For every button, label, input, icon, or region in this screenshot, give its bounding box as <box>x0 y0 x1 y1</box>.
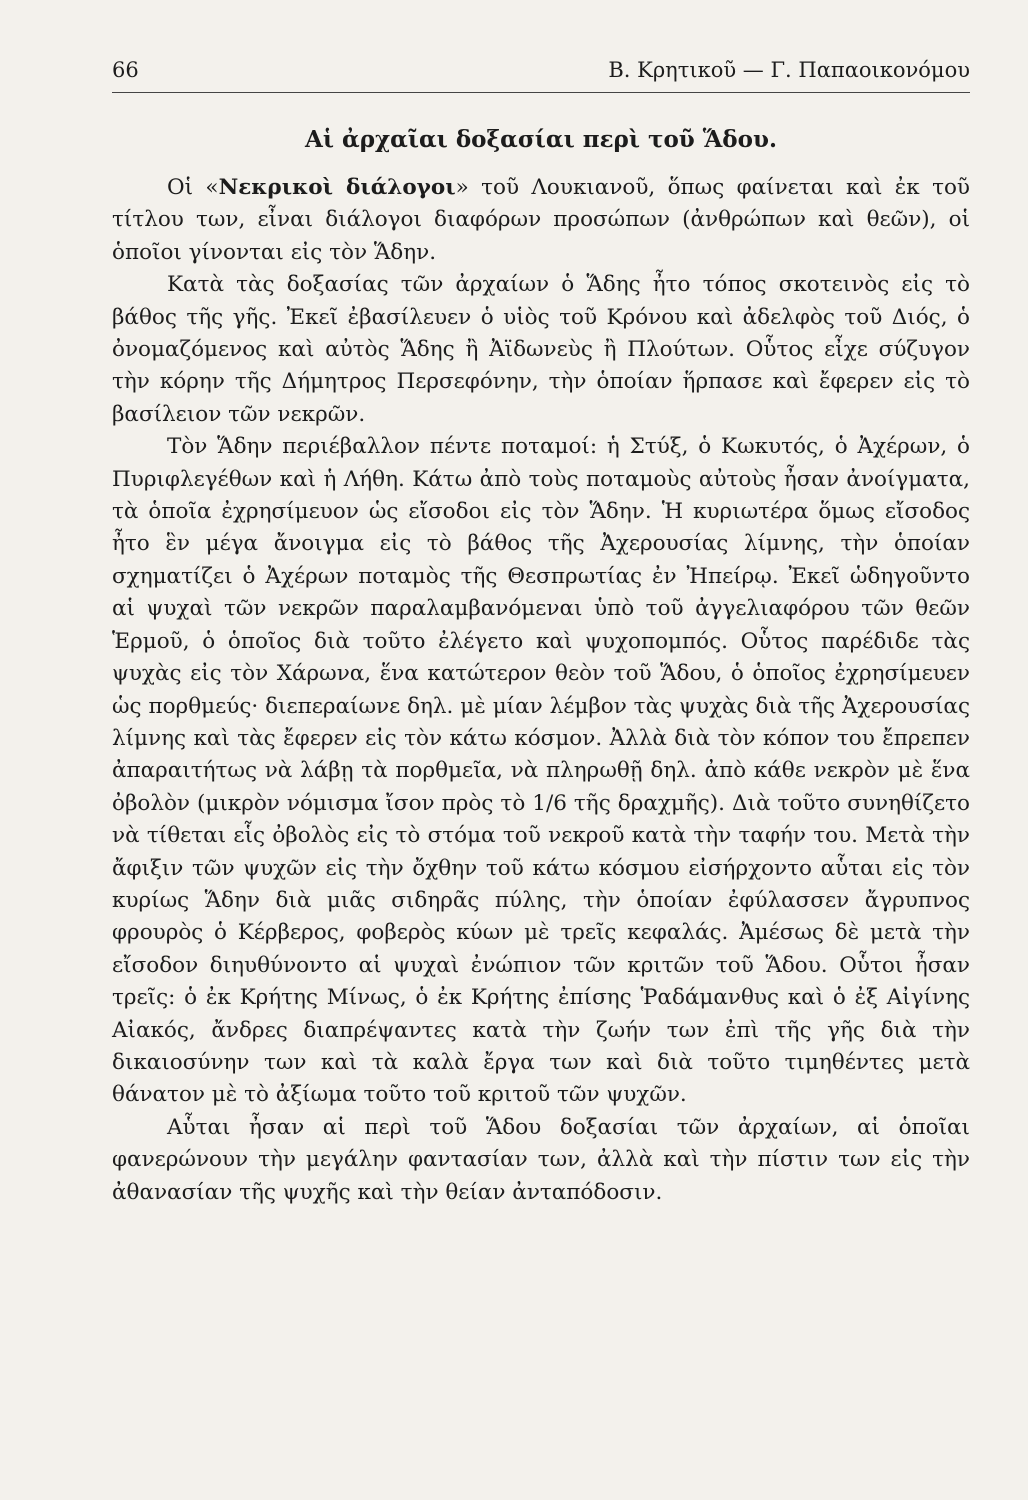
body-text <box>112 172 970 1209</box>
paragraph-1 <box>112 172 970 269</box>
paragraph-4: Αὗται ἦσαν αἱ περὶ τοῦ Ἅδου δοξασίαι τῶν ἀρχαίων, αἱ ὁποῖαι φανερώνουν τὴν μεγάλην φαντασίαν των, ἀλλὰ καὶ τὴν πίστιν των εἰς τὴν ἀθανασίαν τῆς ψυχῆς καὶ τὴν θείαν ἀνταπόδοσιν. <box>112 1114 970 1205</box>
paragraph-2: Κατὰ τὰς δοξασίας τῶν ἀρχαίων ὁ Ἅδης ἦτο τόπος σκοτεινὸς εἰς τὸ βάθος τῆς γῆς. Ἐκεῖ ἐβασίλευεν ὁ υἱὸς τοῦ Κρόνου καὶ ἀδελφὸς τοῦ Διός, ὁ ὀνομαζόμενος καὶ αὐτὸς Ἅδης ἢ Ἀϊδωνεὺς ἢ Πλούτων. Οὗτος εἶχε σύζυγον τὴν κόρην τῆς Δήμητρος Περσεφόνην, τὴν ὁποίαν ἥρπασε καὶ ἔφερεν εἰς τὸ βασίλειον τῶν νεκρῶν. <box>112 272 970 427</box>
paragraph-1-rest: » τοῦ Λουκιανοῦ, ὅπως φαίνεται καὶ ἐκ τοῦ τίτλου των, εἶναι διάλογοι διαφόρων προσώπων (ἀνθρώπων καὶ θεῶν), οἱ ὁποῖοι γίνονται εἰς τὸν Ἅδην. <box>112 175 970 265</box>
header-rule <box>112 92 970 93</box>
running-head: Β. Κρητικοῦ — Γ. Παπαοικονόμου <box>608 58 970 82</box>
section-title: Αἱ ἀρχαῖαι δοξασίαι περὶ τοῦ Ἅδου. <box>305 126 777 153</box>
paragraph-1-lead: Οἱ « <box>167 175 219 200</box>
page-number: 66 <box>112 58 139 82</box>
paragraph-3: Τὸν Ἅδην περιέβαλλον πέντε ποταμοί: ἡ Στύξ, ὁ Κωκυτός, ὁ Ἀχέρων, ὁ Πυριφλεγέθων καὶ ἡ Λήθη. Κάτω ἀπὸ τοὺς ποταμοὺς αὐτοὺς ἦσαν ἀνοίγματα, τὰ ὁποῖα ἐχρησίμευον ὡς εἴσοδοι εἰς τὸν Ἅδην. Ἡ κυριωτέρα ὅμως εἴσοδος ἦτο ἓν μέγα ἄνοιγμα εἰς τὸ βάθος τῆς Ἀχερουσίας λίμνης, τὴν ὁποίαν σχηματίζει ὁ Ἀχέρων ποταμὸς τῆς Θεσπρωτίας ἐν Ἠπείρῳ. Ἐκεῖ ὡδηγοῦντο αἱ ψυχαὶ τῶν νεκρῶν παραλαμβανόμεναι ὑπὸ τοῦ ἀγγελιαφόρου τῶν θεῶν Ἑρμοῦ, ὁ ὁποῖος διὰ τοῦτο ἐλέγετο καὶ ψυχοπομπός. Οὗτος παρέδιδε τὰς ψυχὰς εἰς τὸν Χάρωνα, ἕνα κατώτερον θεὸν τοῦ Ἅδου, ὁ ὁποῖος ἐχρησίμευεν ὡς πορθμεύς· διεπεραίωνε δηλ. μὲ μίαν λέμβον τὰς ψυχὰς διὰ τῆς Ἀχερουσίας λίμνης καὶ τὰς ἔφερεν εἰς τὸν κάτω κόσμον. Ἀλλὰ διὰ τὸν κόπον του ἔπρεπεν ἀπαραιτήτως νὰ λάβῃ τὰ πορθμεῖα, νὰ πληρωθῇ δηλ. ἀπὸ κάθε νεκρὸν μὲ ἕνα ὀβολὸν (μικρὸν νόμισμα ἴσον πρὸς τὸ 1/6 τῆς δραχμῆς). Διὰ τοῦτο συνηθίζετο νὰ τίθεται εἷς ὀβολὸς εἰς τὸ στόμα τοῦ νεκροῦ κατὰ τὴν ταφήν του. Μετὰ τὴν ἄφιξιν τῶν ψυχῶν εἰς τὴν ὄχθην τοῦ κάτω κόσμου εἰσήρχοντο αὗται εἰς τὸν κυρίως Ἅδην διὰ μιᾶς σιδηρᾶς πύλης, τὴν ὁποίαν ἐφύλασσεν ἄγρυπνος φρουρὸς ὁ Κέρβερος, φοβερὸς κύων μὲ τρεῖς κεφαλάς. Ἀμέσως δὲ μετὰ τὴν εἴσοδον διηυθύνοντο αἱ ψυχαὶ ἐνώπιον τῶν κριτῶν τοῦ Ἅδου. Οὗτοι ἦσαν τρεῖς: ὁ ἐκ Κρήτης Μίνως, ὁ ἐκ Κρήτης ἐπίσης Ῥαδάμανθυς καὶ ὁ ἐξ Αἰγίνης Αἰακός, ἄνδρες διαπρέψαντες κατὰ τὴν ζωήν των ἐπὶ τῆς γῆς διὰ τὴν δικαιοσύνην των καὶ τὰ καλὰ ἔργα των καὶ διὰ τοῦτο τιμηθέντες μετὰ θάνατον μὲ τὸ ἀξίωμα τοῦτο τοῦ κριτοῦ τῶν ψυχῶν. <box>112 434 970 1108</box>
page-header <box>112 58 970 88</box>
work-title: Νεκρικοὶ διάλογοι <box>218 175 456 200</box>
